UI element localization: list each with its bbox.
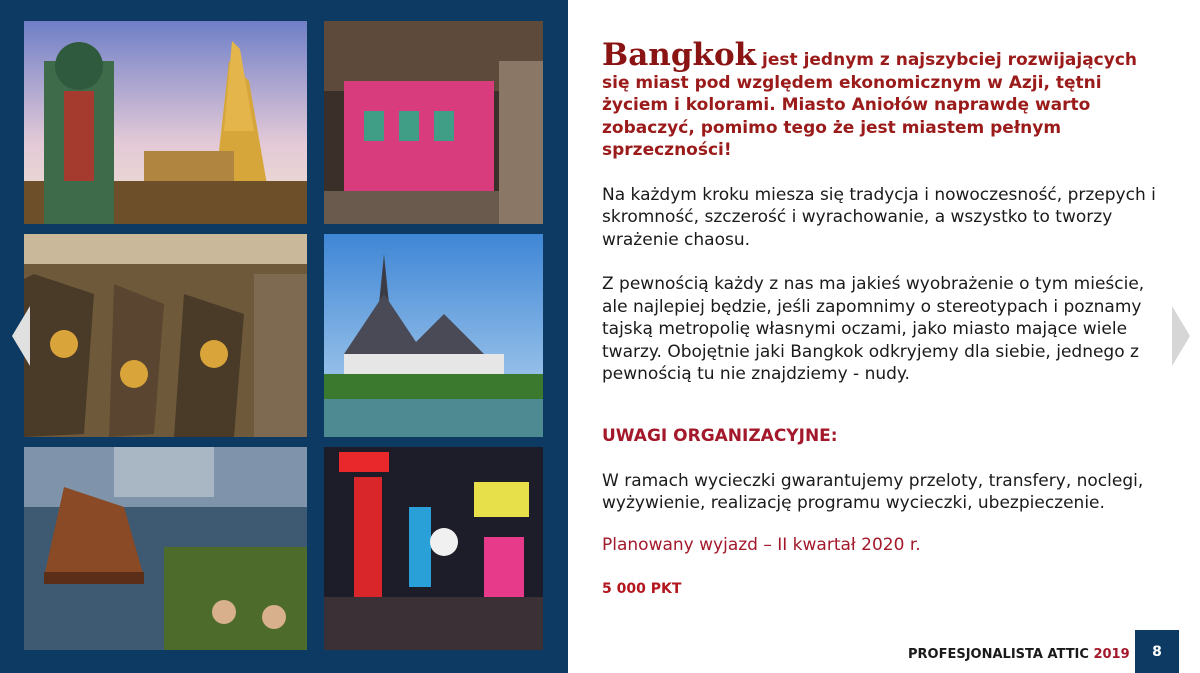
photo-floating-market: [24, 234, 307, 437]
city-name: Bangkok: [602, 37, 757, 73]
chevron-left-icon[interactable]: [10, 304, 32, 368]
paragraph-tradition: Na każdym kroku miesza się tradycja i nowoczesność, przepych i skromność, szczerość i wyrachowanie, a wszystko to tworzy wrażenie chaosu.: [602, 184, 1156, 250]
photo-panel: [0, 0, 568, 673]
organization-text: W ramach wycieczki gwarantujemy przeloty, transfery, noclegi, wyżywienie, realizację programu wycieczki, ubezpieczenie.: [602, 470, 1144, 513]
footer-year: 2019: [1093, 647, 1130, 662]
planned-departure: Planowany wyjazd – II kwartał 2020 r.: [602, 534, 921, 555]
description-column: [602, 37, 1162, 597]
photo-neon-street: [324, 447, 543, 650]
organization-heading: UWAGI ORGANIZACYJNE:: [602, 425, 838, 446]
footer-label: [908, 647, 1130, 662]
price-points: 5 000 PKT: [602, 580, 682, 597]
paragraph-stereotypes: Z pewnością każdy z nas ma jakieś wyobrażenie o tym mieście, ale najlepiej będzie, jeśli zapomnimy o stereotypach i poznamy tajską metropolię własnymi oczami, jako miasto mające wiele twarzy. Obojętnie jaki Bangkok odkryjemy dla siebie, jednego z pewnością tu nie znajdziemy - nudy.: [602, 274, 1145, 384]
photo-palace: [324, 234, 543, 437]
photo-pink-building: [324, 21, 543, 224]
footer-brand: PROFESJONALISTA ATTIC: [908, 647, 1094, 662]
intro-text: [602, 37, 1162, 162]
photo-temple-guardian: [24, 21, 307, 224]
page-number: 8: [1135, 630, 1179, 673]
intro-body: jest jednym z najszybciej rozwijających się miast pod względem ekonomicznym w Azji, tętni życiem i kolorami. Miasto Aniołów naprawdę warto zobaczyć, pomimo tego że jest miastem pełnym sprzeczności!: [602, 50, 1138, 160]
chevron-right-icon[interactable]: [1170, 304, 1192, 368]
photo-river-boat: [24, 447, 307, 650]
